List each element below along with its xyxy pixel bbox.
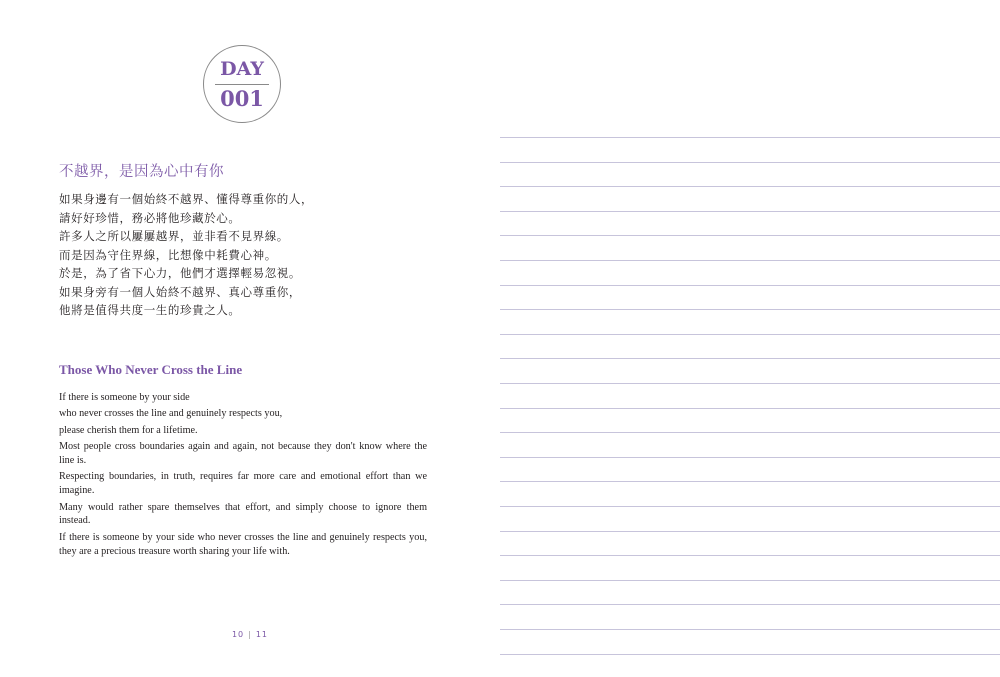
- chinese-title: 不越界，是因為心中有你: [59, 164, 224, 180]
- ruled-line: [500, 506, 1000, 507]
- english-paragraph: please cherish them for a lifetime.: [59, 424, 198, 436]
- english-paragraph: If there is someone by your side: [59, 392, 190, 403]
- chinese-line: 請好好珍惜，務必將他珍藏於心。: [59, 210, 241, 225]
- ruled-line: [500, 555, 1000, 556]
- chinese-body: [59, 190, 313, 320]
- day-number: 001: [220, 86, 264, 111]
- ruled-line: [500, 358, 1000, 359]
- badge-divider: [215, 84, 269, 85]
- ruled-line: [500, 235, 1000, 236]
- ruled-writing-page: [500, 0, 1000, 677]
- ruled-line: [500, 629, 1000, 630]
- ruled-line: [500, 285, 1000, 286]
- english-title: Those Who Never Cross the Line: [59, 362, 243, 377]
- ruled-line: [500, 481, 1000, 482]
- ruled-line: [500, 408, 1000, 409]
- chinese-line: 如果身邊有一個始終不越界、懂得尊重你的人，: [59, 192, 314, 206]
- ruled-line: [500, 186, 1000, 187]
- ruled-line: [500, 457, 1000, 458]
- english-paragraph: If there is someone by your side who never crosses the line and genuinely respects you, they are a precious treasure worth sharing your life with.: [59, 531, 427, 557]
- ruled-line: [500, 309, 1000, 310]
- chinese-line: 如果身旁有一個人始終不越界、真心尊重你，: [59, 284, 301, 299]
- english-paragraph: Many would rather spare themselves that effort, and simply choose to ignore them instead.: [59, 501, 427, 527]
- ruled-line: [500, 211, 1000, 212]
- ruled-line: [500, 162, 1000, 163]
- ruled-line: [500, 383, 1000, 384]
- page-number-left: 10: [231, 630, 245, 639]
- chinese-line: 而是因為守住界線，比想像中耗費心神。: [59, 247, 277, 262]
- page-number-separator: |: [248, 630, 252, 639]
- day-label: DAY: [220, 58, 264, 80]
- ruled-line: [500, 604, 1000, 605]
- english-paragraph: Most people cross boundaries again and again, not because they don't know where the line is.: [59, 441, 427, 466]
- page-numbers: [200, 630, 300, 639]
- day-badge: [203, 45, 281, 123]
- ruled-line: [500, 334, 1000, 335]
- page-number-right: 11: [255, 630, 269, 639]
- english-paragraph: Respecting boundaries, in truth, requires far more care and emotional effort than we imagine.: [59, 471, 427, 497]
- ruled-line: [500, 260, 1000, 261]
- english-body: [59, 391, 427, 561]
- ruled-line: [500, 137, 1000, 138]
- chinese-line: 於是，為了省下心力，他們才選擇輕易忽視。: [59, 266, 301, 280]
- chinese-line: 他將是值得共度一生的珍貴之人。: [59, 303, 241, 317]
- english-paragraph: who never crosses the line and genuinely respects you,: [59, 408, 283, 420]
- ruled-line: [500, 531, 1000, 532]
- ruled-line: [500, 432, 1000, 433]
- chinese-line: 許多人之所以屢屢越界，並非看不見界線。: [59, 229, 289, 243]
- ruled-line: [500, 654, 1000, 655]
- ruled-line: [500, 580, 1000, 581]
